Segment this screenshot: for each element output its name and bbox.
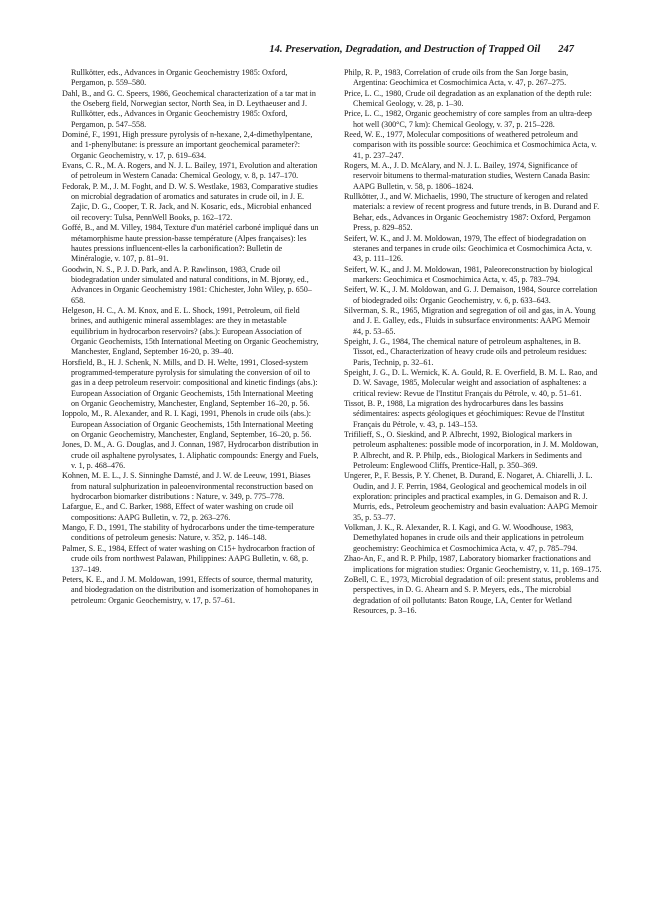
reference-entry: Speight, J. G., 1984, The chemical nature of petroleum asphaltenes, in B. Tissot, ed., Characterization of heavy crude oils and petroleum residues: Paris, Technip, p. 32–61. <box>344 336 587 367</box>
reference-entry: Rogers, M. A., J. D. McAlary, and N. J. L. Bailey, 1974, Significance of reservoir bitumens to thermal-maturation studies, Western Canada Basin: AAPG Bulletin, v. 58, p. 1806–1824. <box>344 161 591 191</box>
reference-entry: Goodwin, N. S., P. J. D. Park, and A. P. Rawlinson, 1983, Crude oil biodegradation under simulated and natural conditions, in M. Bjorøy, ed., Advances in Organic Geochemistry 1981: Chichester, John Wiley, p. 650–658. <box>62 264 312 305</box>
reference-entry: Ioppolo, M., R. Alexander, and R. I. Kagi, 1991, Phenols in crude oils (abs.): European Association of Organic Geochemists, 15th International Meeting on Organic Geochemistry, Manchester, England, September, 16–20, p. 56. <box>62 409 314 440</box>
references-right-column <box>344 68 602 616</box>
reference-entry: Kohnen, M. E. L., J. S. Sinninghe Damsté, and J. W. de Leeuw, 1991, Biases from natural sulphurization in paleoenvironmental reconstruction based on hydrocarbon biomarker distributions : Nature, v. 349, p. 775–778. <box>62 471 314 502</box>
reference-entry: Rullkötter, J., and W. Michaelis, 1990, The structure of kerogen and related materials: a review of recent progress and future trends, in B. Durand and F. Behar, eds., Advances in Organic Geochemistry 1987: Oxford, Pergamon Press, p. 829–852. <box>344 192 600 233</box>
reference-entry: Mango, F. D., 1991, The stability of hydrocarbons under the time-temperature conditions of petroleum genesis: Nature, v. 352, p. 146–148. <box>62 523 315 543</box>
reference-entry: Palmer, S. E., 1984, Effect of water washing on C15+ hydrocarbon fraction of crude oils from northwest Palawan, Philippines: AAPG Bulletin, v. 68, p. 137–149. <box>62 543 315 574</box>
reference-entry: Seifert, W. K., and J. M. Moldowan, 1981, Paleoreconstruction by biological markers: Geochimica et Cosmochimica Acta, v. 45, p. 783–794. <box>344 264 593 284</box>
reference-entry: Speight, J. G., D. L. Wernick, K. A. Gould, R. E. Overfield, B. M. L. Rao, and D. W. Savage, 1985, Molecular weight and association of asphaltenes: a critical review: Revue de l'Institut Français du Pétrole, v. 40, p. 51–61. <box>344 367 598 398</box>
reference-entry: Goffé, B., and M. Villey, 1984, Texture d'un matériel carboné impliqué dans un métamorphisme haute pression-basse température (Alpes françaises): les hautes pressions influencent-elles la carbonification?: Bulletin de Minéralogie, v. 107, p. 81–91. <box>62 223 319 264</box>
chapter-title: 14. Preservation, Degradation, and Destruction of Trapped Oil <box>269 44 541 55</box>
reference-entry: Dominé, F., 1991, High pressure pyrolysis of n-hexane, 2,4-dimethylpentane, and 1-phenylbutane: is pressure an important geochemical parameter?: Organic Geochemistry, v. 17, p. 619–634. <box>62 130 313 160</box>
reference-entry: Evans, C. R., M. A. Rogers, and N. J. L. Bailey, 1971, Evolution and alteration of petroleum in Western Canada: Chemical Geology, v. 8, p. 147–170. <box>62 161 318 181</box>
reference-entry: Rullkötter, eds., Advances in Organic Geochemistry 1985: Oxford, Pergamon, p. 559–580. <box>71 68 288 88</box>
reference-entry: Horsfield, B., H. J. Schenk, N. Mills, and D. H. Welte, 1991, Closed-system programmed-temperature pyrolysis for simulating the conversion of oil to gas in a deep petroleum reservoir: compositional and kinetic findings (abs.): European Association of Organic Geochemists, 15th International Meeting on Organic Geochemistry, Manchester, England, September 16–20, p. 56. <box>62 357 318 408</box>
reference-entry: Dahl, B., and G. C. Speers, 1986, Geochemical characterization of a tar mat in the Oseberg field, Norwegian sector, North Sea, in D. Leythaeuser and J. Rullkötter, eds., Advances in Organic Geochemistry 1985: Oxford, Pergamon, p. 547–558. <box>62 88 316 129</box>
reference-entry: ZoBell, C. E., 1973, Microbial degradation of oil: present status, problems and perspectives, in D. G. Ahearn and S. P. Meyers, eds., The microbial degradation of oil pollutants: Baton Rouge, LA, Center for Wetland Resources, p. 3–16. <box>344 574 599 615</box>
reference-entry: Price, L. C., 1982, Organic geochemistry of core samples from an ultra-deep hot well (300°C, 7 km): Chemical Geology, v. 37, p. 215–228. <box>344 109 592 129</box>
reference-entry: Helgeson, H. C., A. M. Knox, and E. L. Shock, 1991, Petroleum, oil field brines, and authigenic mineral assemblages: are they in metastable equilibrium in hydrocarbon reservoirs? (abs.): European Association of Organic Geochemists, 15th International Meeting on Organic Geochemistry, Manchester, England, September 16-20, p. 39–40. <box>62 305 319 357</box>
references-left-column <box>62 68 320 606</box>
reference-entry: Ungerer, P., F. Bessis, P. Y. Chenet, B. Durand, E. Nogaret, A. Chiarelli, J. L. Oudin, and J. F. Perrin, 1984, Geological and geochemical models in oil exploration: principles and practical examples, in G. Demaison and R. J. Murris, eds., Petroleum geochemistry and basin evaluation: AAPG Memoir 35, p. 53–77. <box>344 471 598 522</box>
reference-entry: Price, L. C., 1980, Crude oil degradation as an explanation of the depth rule: Chemical Geology, v. 28, p. 1–30. <box>344 88 592 109</box>
page-number: 247 <box>558 44 574 55</box>
reference-entry: Tissot, B. P., 1988, La migration des hydrocarbures dans les bassins sédimentaires: aspects géologiques et géochimiques: Revue de l'Institut Français du Pétrole, v. 43, p. 143–153. <box>344 399 585 429</box>
reference-entry: Volkman, J. K., R. Alexander, R. I. Kagi, and G. W. Woodhouse, 1983, Demethylated hopanes in crude oils and their applications in petroleum geochemistry: Geochimica et Cosmochimica Acta, v. 47, p. 785–794. <box>344 523 584 553</box>
reference-entry: Silverman, S. R., 1965, Migration and segregation of oil and gas, in A. Young and J. E. Galley, eds., Fluids in subsurface environments: AAPG Memoir #4, p. 53–65. <box>344 305 596 336</box>
reference-entry: Lafargue, E., and C. Barker, 1988, Effect of water washing on crude oil compositions: AAPG Bulletin, v. 72, p. 263–276. <box>62 502 294 522</box>
reference-entry: Jones, D. M., A. G. Douglas, and J. Connan, 1987, Hydrocarbon distribution in crude oil asphaltene pyrolysates, 1. Aliphatic compounds: Energy and Fuels, v. 1, p. 468–476. <box>62 440 319 471</box>
reference-entry: Reed, W. E., 1977, Molecular compositions of weathered petroleum and comparison with its possible source: Geochimica et Cosmochimica Acta, v. 41, p. 237–247. <box>344 130 597 160</box>
reference-entry: Philp, R. P., 1983, Correlation of crude oils from the San Jorge basin, Argentina: Geochimica et Cosmochimica Acta, v. 47, p. 267–275. <box>344 68 569 88</box>
reference-entry: Fedorak, P. M., J. M. Foght, and D. W. S. Westlake, 1983, Comparative studies on microbial degradation of aromatics and saturates in crude oil, in J. E. Zajic, D. G., Cooper, T. R. Jack, and N. Kosaric, eds., Microbial enhanced oil recovery: Tulsa, PennWell Books, p. 162–172. <box>62 181 318 222</box>
reference-entry: Trifilieff, S., O. Sieskind, and P. Albrecht, 1992, Biological markers in petroleum asphaltenes: possible mode of incorporation, in J. M. Moldowan, P. Albrecht, and R. P. Philp, eds., Biological Markers in Sediments and Petroleum: Englewood Cliffs, Prentice-Hall, p. 350–369. <box>344 430 599 471</box>
reference-entry: Seifert, W. K., J. M. Moldowan, and G. J. Demaison, 1984, Source correlation of biodegraded oils: Organic Geochemistry, v. 6, p. 633–643. <box>344 285 598 305</box>
running-header <box>269 44 574 55</box>
reference-entry: Zhao-An, F., and R. P. Philp, 1987, Laboratory biomarker fractionations and implications for migration studies: Organic Geochemistry, v. 11, p. 169–175. <box>344 554 602 574</box>
reference-entry: Seifert, W. K., and J. M. Moldowan, 1979, The effect of biodegradation on steranes and terpanes in crude oils: Geochimica et Cosmochimica Acta, v. 43, p. 111–126. <box>344 233 593 264</box>
reference-entry: Peters, K. E., and J. M. Moldowan, 1991, Effects of source, thermal maturity, and biodegradation on the distribution and isomerization of homohopanes in petroleum: Organic Geochemistry, v. 17, p. 57–61. <box>62 574 319 605</box>
